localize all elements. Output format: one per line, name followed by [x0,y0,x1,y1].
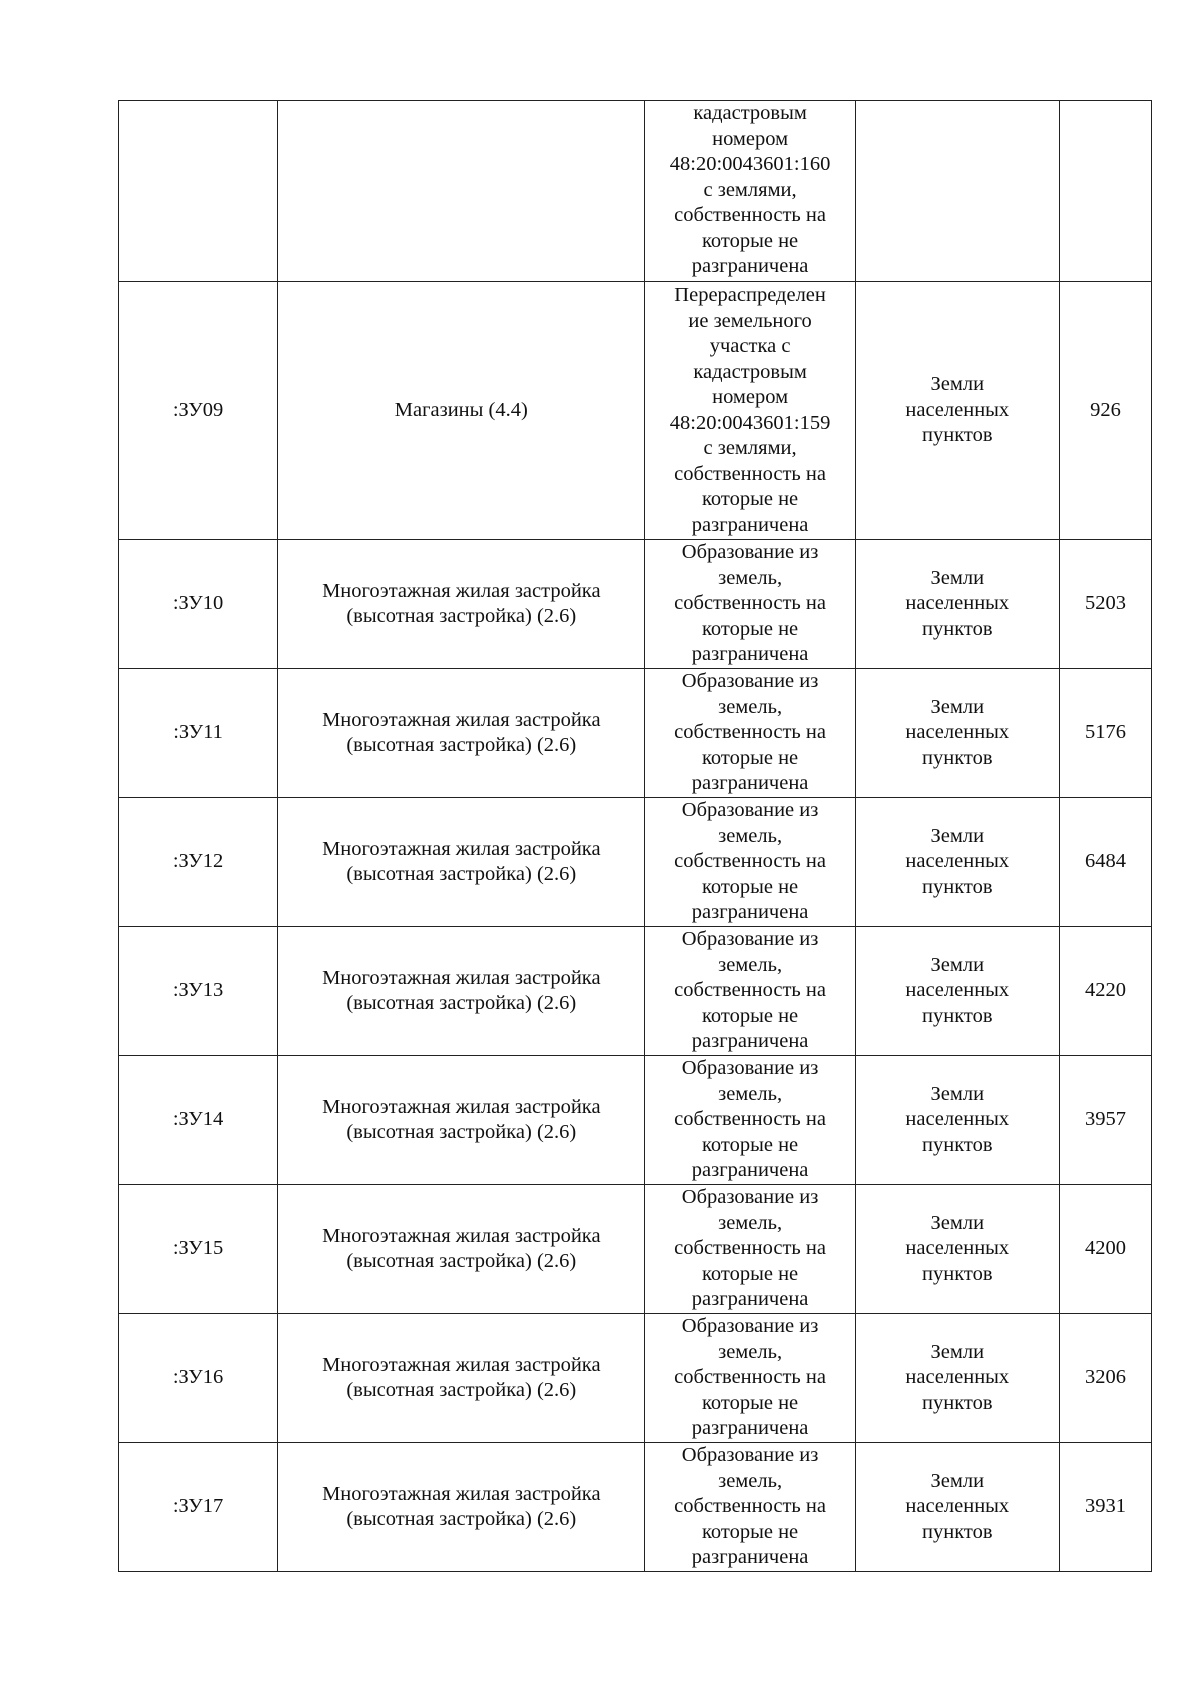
land-category-line: населенных [905,1495,1010,1518]
land-category-line: населенных [905,398,1010,421]
formation-method-line: собственность на [674,462,826,485]
cell-plot-number: :ЗУ10 [119,540,278,669]
formation-method-line: которые не [702,1520,799,1543]
land-category-line: пунктов [922,1133,993,1156]
cell-plot-number: :ЗУ12 [119,798,278,927]
land-category-line: населенных [905,979,1010,1002]
formation-method-line: разграничена [691,513,809,536]
permitted-use-line: (высотная застройка) (2.6) [346,863,577,885]
cell-area: 3957 [1059,1056,1151,1185]
cell-permitted-use [278,927,645,1056]
table-row [119,669,1152,798]
cell-formation-method [645,1443,855,1572]
cell-area: 4220 [1059,927,1151,1056]
land-category-line: пунктов [922,1004,993,1027]
formation-method-line: разграничена [691,1030,809,1053]
formation-method-line: земель, [718,1082,783,1105]
table-row [119,282,1152,540]
cell-formation-method [645,798,855,927]
formation-method-line: которые не [702,1004,799,1027]
formation-method-line: Образование из [681,1444,819,1467]
land-category-line: Земли [930,824,985,847]
cell-land-category [855,669,1059,798]
formation-method-line: с землями, [703,437,797,459]
formation-method-line: разграничена [691,901,809,924]
formation-method-line: Образование из [681,541,819,564]
cell-land-category [855,927,1059,1056]
cell-land-category [855,101,1059,282]
cell-area: 3931 [1059,1443,1151,1572]
formation-method-line: которые не [702,746,799,769]
land-category-line: населенных [905,721,1010,744]
formation-method-line: земель, [718,824,783,847]
formation-method-line: участка с [709,335,791,357]
cell-area: 4200 [1059,1185,1151,1314]
table-row [119,540,1152,669]
formation-method-line: Перераспределен [674,284,826,306]
cell-permitted-use [278,1185,645,1314]
land-category-line: населенных [905,850,1010,873]
cell-plot-number: :ЗУ09 [119,282,278,540]
land-category-line: пунктов [922,746,993,769]
land-category-line: населенных [905,592,1010,615]
land-category-line: населенных [905,1237,1010,1260]
land-category-line: пунктов [922,1262,993,1285]
table-row [119,1056,1152,1185]
cell-area: 3206 [1059,1314,1151,1443]
cell-formation-method [645,927,855,1056]
permitted-use-line: (высотная застройка) (2.6) [346,1379,577,1401]
cell-area: 6484 [1059,798,1151,927]
table-row [119,798,1152,927]
formation-method-line: которые не [702,875,799,898]
permitted-use-line: Многоэтажная жилая застройка [322,579,601,602]
formation-method-line: собственность на [674,1237,826,1260]
cell-land-category [855,282,1059,540]
formation-method-line: земель, [718,1340,783,1363]
formation-method-line: Образование из [681,1186,819,1209]
land-category-line: Земли [930,1340,985,1363]
cell-permitted-use [278,1056,645,1185]
cell-land-category [855,1185,1059,1314]
formation-method-line: собственность на [674,592,826,615]
formation-method-line: земель, [718,953,783,976]
permitted-use-line: Многоэтажная жилая застройка [322,708,601,731]
cell-land-category [855,1056,1059,1185]
cell-plot-number: :ЗУ13 [119,927,278,1056]
formation-method-line: разграничена [691,772,809,795]
land-category-line: Земли [930,1211,985,1234]
formation-method-line: которые не [702,617,799,640]
cell-land-category [855,540,1059,669]
land-category-line: пунктов [922,1520,993,1543]
formation-method-line: которые не [702,488,799,510]
permitted-use-line: (высотная застройка) (2.6) [346,1508,577,1530]
cell-land-category [855,1443,1059,1572]
table-row [119,1314,1152,1443]
formation-method-line: собственность на [674,979,826,1002]
cell-plot-number: :ЗУ15 [119,1185,278,1314]
cell-plot-number: :ЗУ17 [119,1443,278,1572]
land-category-line: пунктов [922,617,993,640]
land-category-line: пунктов [922,1391,993,1414]
table-body [119,101,1152,1572]
land-category-line: Земли [930,1082,985,1105]
permitted-use-line: Многоэтажная жилая застройка [322,1224,601,1247]
cell-formation-method [645,1185,855,1314]
land-plots-table [118,100,1152,1572]
cell-plot-number: :ЗУ16 [119,1314,278,1443]
permitted-use-line: (высотная застройка) (2.6) [346,1121,577,1143]
table-row-continued [119,101,1152,282]
cell-permitted-use [278,1443,645,1572]
cell-area: 5203 [1059,540,1151,669]
formation-method-line: Образование из [681,670,819,693]
formation-method-line: кадастровым [693,360,807,383]
formation-method-line: ие земельного [688,309,812,332]
permitted-use-line: (высотная застройка) (2.6) [346,1250,577,1272]
permitted-use-line: (высотная застройка) (2.6) [346,992,577,1014]
formation-method-line: земель, [718,1469,783,1492]
cell-permitted-use [278,101,645,282]
cell-permitted-use [278,798,645,927]
permitted-use-line: Многоэтажная жилая застройка [322,966,601,989]
land-category-line: Земли [930,373,985,396]
formation-method-line: собственность на [674,1366,826,1389]
cell-land-category [855,798,1059,927]
cell-permitted-use [278,1314,645,1443]
cell-formation-method [645,669,855,798]
formation-method-line: Образование из [681,928,819,951]
permitted-use-line: (высотная застройка) (2.6) [346,605,577,627]
land-category-line: Земли [930,1469,985,1492]
formation-method-line: разграничена [691,1417,809,1440]
cell-permitted-use [278,669,645,798]
land-category-line: Земли [930,566,985,589]
cell-formation-method [645,540,855,669]
land-category-line: пунктов [922,424,993,447]
permitted-use-line: Многоэтажная жилая застройка [322,837,601,860]
land-category-line: населенных [905,1108,1010,1131]
formation-method-line: которые не [702,1391,799,1414]
cell-plot-number: :ЗУ14 [119,1056,278,1185]
formation-method-line: собственность на [674,1495,826,1518]
land-category-line: Земли [930,695,985,718]
permitted-use-line: Многоэтажная жилая застройка [322,1353,601,1376]
land-category-line: Земли [930,953,985,976]
cell-formation-method: кадастровым номером 48:20:0043601:160 с землями, собственность на которые не разграничена [645,101,855,282]
formation-method-line: 48:20:0043601:159 [669,411,831,434]
table-row [119,927,1152,1056]
formation-method-line: номером [712,386,789,408]
formation-method-line: которые не [702,1262,799,1285]
formation-method-line: земель, [718,695,783,718]
permitted-use-line: Многоэтажная жилая застройка [322,1095,601,1118]
table-row [119,1185,1152,1314]
cell-formation-method [645,1314,855,1443]
formation-method-line: Образование из [681,799,819,822]
formation-method-line: разграничена [691,1546,809,1569]
cell-area [1059,101,1151,282]
formation-method-line: земель, [718,1211,783,1234]
cell-plot-number: :ЗУ11 [119,669,278,798]
permitted-use-line: (высотная застройка) (2.6) [346,734,577,756]
formation-method-line: разграничена [691,1159,809,1182]
permitted-use-line: Многоэтажная жилая застройка [322,1482,601,1505]
cell-permitted-use [278,540,645,669]
cell-permitted-use: Магазины (4.4) [278,282,645,540]
cell-area: 5176 [1059,669,1151,798]
formation-method-line: Образование из [681,1315,819,1338]
cell-area: 926 [1059,282,1151,540]
formation-method-line: разграничена [691,643,809,666]
formation-method-line: Образование из [681,1057,819,1080]
cell-formation-method [645,1056,855,1185]
formation-method-line: разграничена [691,1288,809,1311]
land-category-line: пунктов [922,875,993,898]
cell-plot-number [119,101,278,282]
cell-formation-method [645,282,855,540]
table-row [119,1443,1152,1572]
formation-method-line: собственность на [674,850,826,873]
cell-land-category [855,1314,1059,1443]
formation-method-line: собственность на [674,1108,826,1131]
formation-method-line: которые не [702,1133,799,1156]
land-category-line: населенных [905,1366,1010,1389]
formation-method-line: земель, [718,566,783,589]
formation-method-line: собственность на [674,721,826,744]
